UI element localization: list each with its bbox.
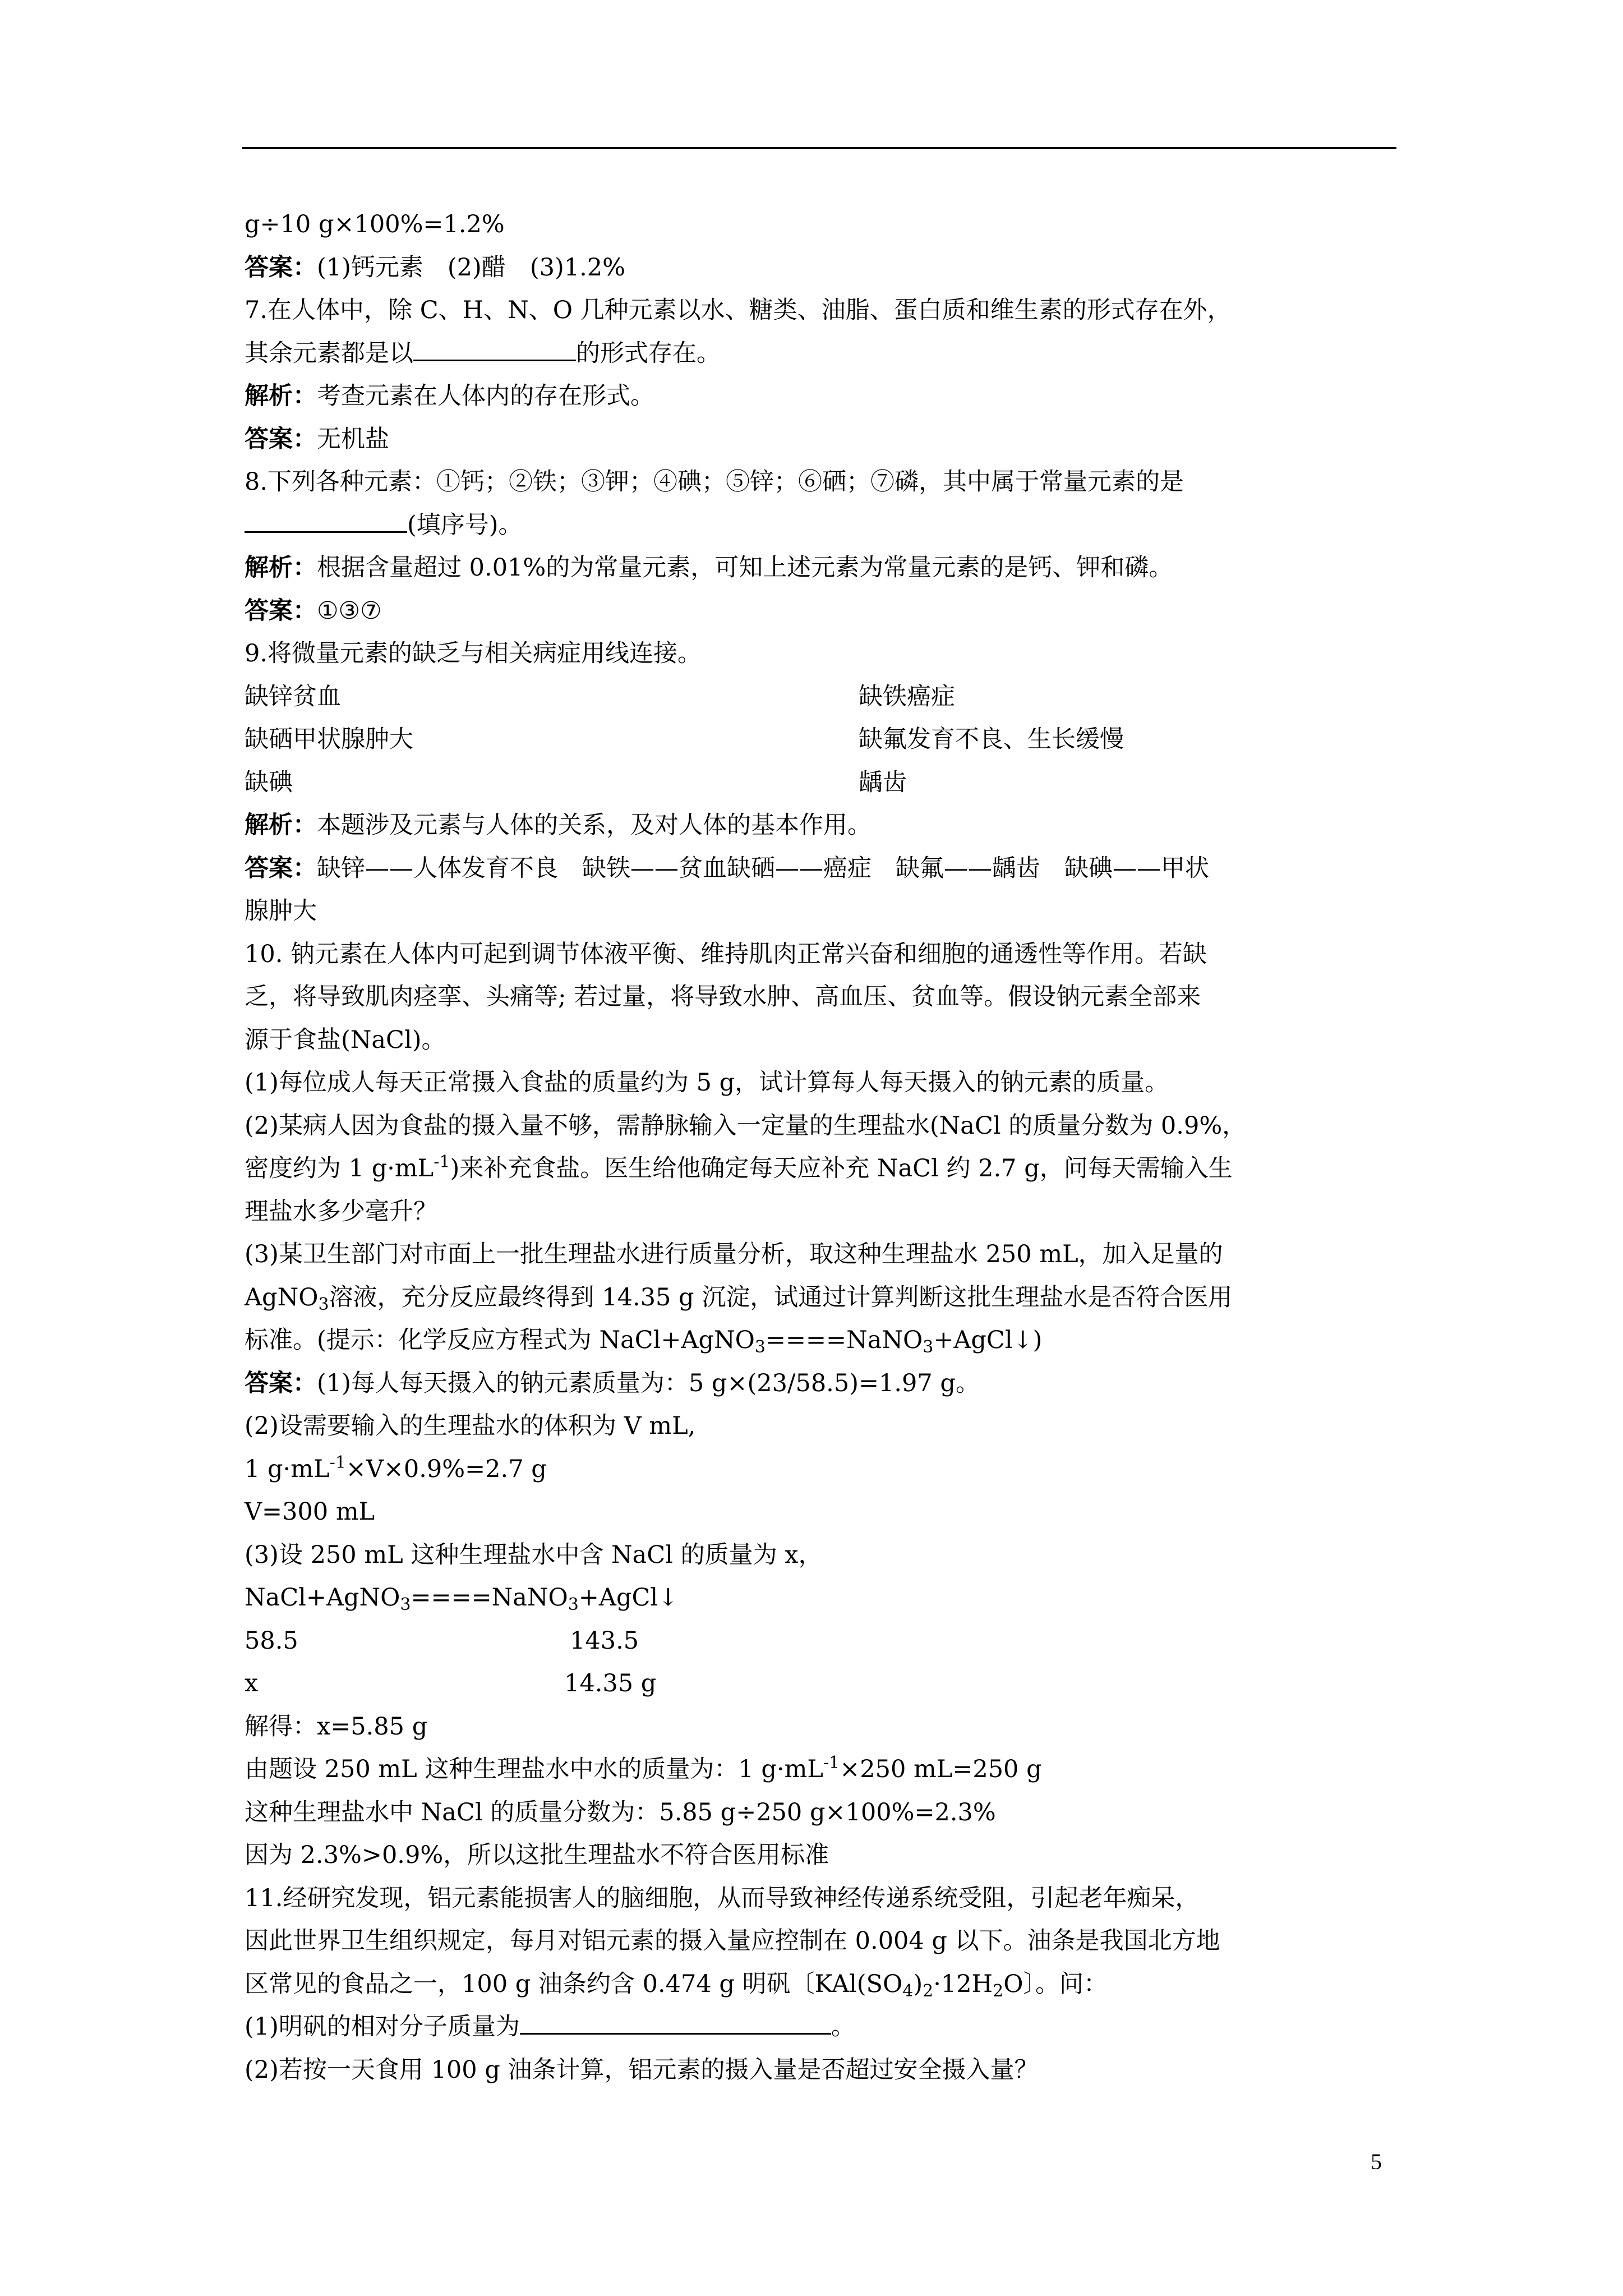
- q10-part-1: (1)每位成人每天正常摄入食盐的质量约为 5 g，试计算每人每天摄入的钠元素的质量。: [245, 1069, 1169, 1097]
- q10-part-2-line-1: (2)某病人因为食盐的摄入量不够，需静脉输入一定量的生理盐水(NaCl 的质量分数为 0.9%，: [245, 1111, 1247, 1140]
- text: 由题设 250 mL 这种生理盐水中水的质量为：1 g·mL: [245, 1755, 823, 1783]
- q11-part-2: (2)若按一天食用 100 g 油条计算，铝元素的摄入量是否超过安全摄入量？: [245, 2055, 1039, 2084]
- q8-stem-2: [245, 504, 1400, 547]
- q9-answer-1: 缺锌——人体发育不良 缺铁——贫血缺硒——癌症 缺氟——龋齿 缺碘——甲状: [317, 854, 1209, 882]
- q9-analysis: 本题涉及元素与人体的关系，及对人体的基本作用。: [317, 811, 872, 839]
- text: NaCl+AgNO: [245, 1584, 400, 1612]
- q8-stem-2-text: (填序号)。: [407, 510, 523, 539]
- text: (1)明矾的相对分子质量为: [245, 2013, 520, 2041]
- text: (1)每人每天摄入的钠元素质量为：5 g×(23/58.5)=1.97 g。: [317, 1369, 980, 1397]
- text: 区常见的食品之一，100 g 油条约含 0.474 g 明矾〔KAl(SO: [245, 1970, 903, 1998]
- answer-label: 答案：: [245, 1369, 317, 1397]
- analysis-label: 解析：: [245, 382, 317, 410]
- text: ): [913, 1970, 923, 1998]
- q9-left-item: 缺碘: [245, 768, 293, 797]
- text: ====NaNO: [765, 1326, 923, 1354]
- q11-stem-3: [245, 1963, 1400, 2006]
- q9-left-item: 缺锌贫血: [245, 682, 341, 711]
- q7-stem-1: 7.在人体中，除 C、H、N、O 几种元素以水、糖类、油脂、蛋白质和维生素的形式存在外，: [245, 296, 1232, 324]
- q7-stem-2: [245, 332, 1400, 375]
- q9-analysis-line: [245, 804, 1400, 847]
- text: 。: [831, 2013, 855, 2041]
- q9-right-item: 龋齿: [859, 768, 907, 797]
- text: x: [245, 1669, 259, 1697]
- answer-label: 答案：: [245, 425, 317, 453]
- text: 58.5: [245, 1626, 298, 1655]
- q6-answer: (1)钙元素 (2)醋 (3)1.2%: [317, 253, 625, 282]
- q10-equation: [245, 1576, 1400, 1619]
- q10-water-mass: [245, 1748, 1400, 1791]
- q10-stem-2: 乏，将导致肌肉痉挛、头痛等; 若过量，将导致水肿、高血压、贫血等。假设钠元素全部来: [245, 983, 1201, 1011]
- q10-answer-2-line-2: [245, 1448, 1400, 1491]
- text: +AgCl↓: [578, 1584, 679, 1612]
- q10-stem-3: 源于食盐(NaCl)。: [245, 1025, 446, 1054]
- text: ====NaNO: [411, 1584, 568, 1612]
- q7-stem-2a: 其余元素都是以: [245, 339, 413, 367]
- q10-answer-2-line-3: V=300 mL: [245, 1498, 375, 1526]
- fill-blank: [520, 2010, 831, 2035]
- q8-analysis-line: [245, 546, 1400, 590]
- q9-right-item: 缺氟发育不良、生长缓慢: [859, 725, 1124, 753]
- analysis-label: 解析：: [245, 554, 317, 582]
- text: +AgCl↓): [933, 1326, 1043, 1354]
- q11-part-1: [245, 2005, 1400, 2049]
- subscript: 3: [754, 1337, 766, 1357]
- q10-ratio-row-2: [245, 1662, 1400, 1705]
- q11-stem-1: 11.经研究发现，铝元素能损害人的脑细胞，从而导致神经传递系统受阻，引起老年痴呆，: [245, 1884, 1200, 1912]
- q9-match-row-2: [245, 718, 1400, 761]
- text: 14.35 g: [564, 1669, 657, 1697]
- q10-answer-3-line-1: (3)设 250 mL 这种生理盐水中含 NaCl 的质量为 x，: [245, 1540, 823, 1569]
- q10-fraction: 这种生理盐水中 NaCl 的质量分数为：5.85 g÷250 g×100%=2.3%: [245, 1798, 996, 1826]
- answer-label: 答案：: [245, 596, 317, 625]
- text: 143.5: [570, 1626, 639, 1655]
- q7-analysis-line: [245, 375, 1400, 418]
- q9-match-row-3: [245, 761, 1400, 804]
- q7-answer: 无机盐: [317, 425, 389, 453]
- q10-answer-2-line-1: (2)设需要输入的生理盐水的体积为 V mL,: [245, 1412, 696, 1440]
- answer-label: 答案：: [245, 854, 317, 882]
- q8-analysis: 根据含量超过 0.01%的为常量元素，可知上述元素为常量元素的是钙、钾和磷。: [317, 554, 1173, 582]
- text: 标准。(提示：化学反应方程式为 NaCl+AgNO: [245, 1326, 755, 1354]
- text: ·12H: [933, 1970, 993, 1998]
- q8-answer: ①③⑦: [317, 596, 382, 625]
- q9-right-item: 缺铁癌症: [859, 682, 955, 711]
- text: )来补充食盐。医生给他确定每天应补充 NaCl 约 2.7 g，问每天需输入生: [450, 1154, 1233, 1182]
- text: 溶液，充分反应最终得到 14.35 g 沉淀，试通过计算判断这批生理盐水是否符合医用: [329, 1283, 1233, 1312]
- q7-analysis: 考查元素在人体内的存在形式。: [317, 382, 654, 410]
- text: 1 g·mL: [245, 1455, 330, 1483]
- q6-calc-line: g÷10 g×100%=1.2%: [245, 210, 505, 238]
- fill-blank: [413, 337, 576, 361]
- subscript: 2: [993, 1981, 1004, 2001]
- q8-stem-1: 8.下列各种元素：①钙；②铁；③钾；④碘；⑤锌；⑥硒；⑦磷，其中属于常量元素的是: [245, 468, 1184, 496]
- q10-part-3-line-3: [245, 1319, 1400, 1362]
- q9-left-item: 缺硒甲状腺肿大: [245, 725, 413, 753]
- text: O〕。问：: [1003, 1970, 1108, 1998]
- subscript: 3: [318, 1294, 329, 1314]
- text: ×V×0.9%=2.7 g: [345, 1455, 547, 1483]
- header-rule: [242, 147, 1396, 149]
- q10-part-3-line-1: (3)某卫生部门对市面上一批生理盐水进行质量分析，取这种生理盐水 250 mL，加入足量的: [245, 1240, 1223, 1268]
- q10-ratio-row-1: [245, 1619, 1400, 1663]
- document-body: [245, 203, 1400, 2091]
- q10-part-2-line-3: 理盐水多少毫升？: [245, 1197, 437, 1226]
- q10-part-2-line-2: [245, 1147, 1400, 1190]
- q6-answer-line: [245, 246, 1400, 289]
- q7-answer-line: [245, 418, 1400, 461]
- answer-label: 答案：: [245, 253, 317, 282]
- q10-answer-1: [245, 1362, 1400, 1405]
- text: 密度约为 1 g·mL: [245, 1154, 434, 1182]
- q11-stem-2: 因此世界卫生组织规定，每月对铝元素的摄入量应控制在 0.004 g 以下。油条是我国北方地: [245, 1927, 1220, 1955]
- superscript: -1: [823, 1753, 840, 1773]
- page-number: 5: [1371, 2149, 1382, 2174]
- q8-answer-line: [245, 590, 1400, 633]
- superscript: -1: [329, 1452, 346, 1473]
- subscript: 3: [568, 1595, 579, 1614]
- q9-match-row-1: [245, 675, 1400, 719]
- fill-blank: [245, 508, 407, 533]
- superscript: -1: [434, 1152, 450, 1172]
- q9-answer-line-2: 腺肿大: [245, 897, 317, 925]
- analysis-label: 解析：: [245, 811, 317, 839]
- subscript: 2: [923, 1981, 934, 2001]
- q7-stem-2b: 的形式存在。: [576, 339, 721, 367]
- q10-part-3-line-2: [245, 1276, 1400, 1319]
- subscript: 3: [923, 1337, 934, 1357]
- subscript: 3: [400, 1595, 411, 1614]
- q9-stem: 9.将微量元素的缺乏与相关病症用线连接。: [245, 639, 702, 668]
- text: ×250 mL=250 g: [840, 1755, 1042, 1783]
- q10-solve: 解得：x=5.85 g: [245, 1712, 428, 1741]
- q10-conclusion: 因为 2.3%>0.9%，所以这批生理盐水不符合医用标准: [245, 1841, 829, 1869]
- q9-answer-line: [245, 847, 1400, 890]
- text: AgNO: [245, 1283, 319, 1312]
- q10-stem-1: 10. 钠元素在人体内可起到调节体液平衡、维持肌肉正常兴奋和细胞的通透性等作用。若缺: [245, 940, 1207, 968]
- subscript: 4: [902, 1981, 914, 2001]
